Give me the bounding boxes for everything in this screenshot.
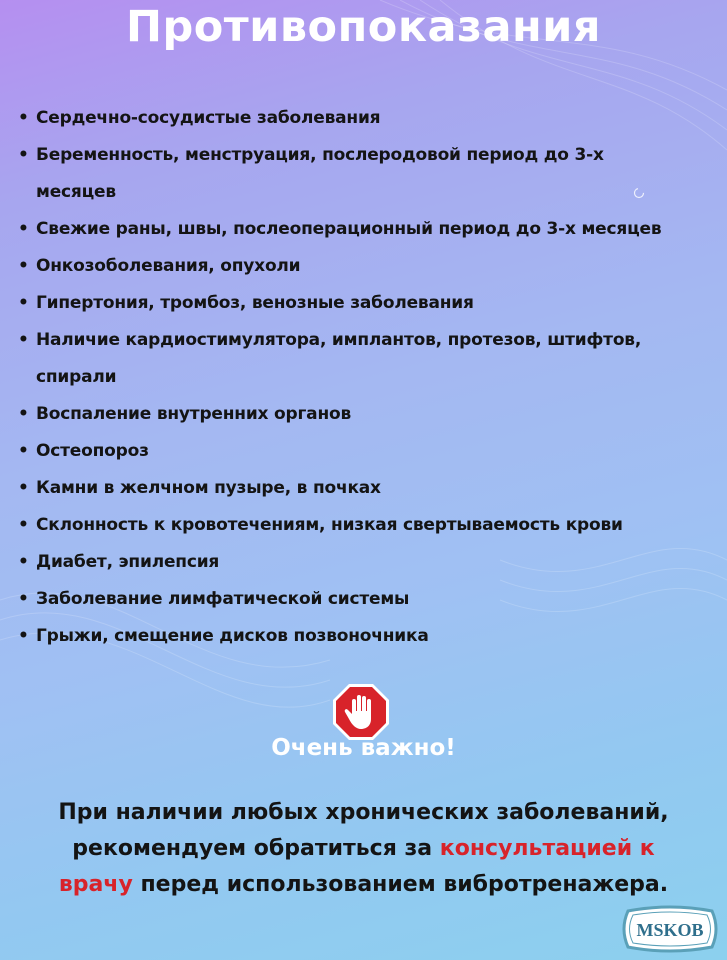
bullet: • — [18, 478, 29, 498]
list-item: • Сердечно-сосудистые заболевания — [18, 100, 718, 137]
loading-spinner-icon — [633, 187, 645, 199]
bullet: • — [18, 552, 29, 572]
highlight-consultation: консультацией к врачу — [58, 836, 655, 897]
important-label: Очень важно! — [271, 735, 456, 761]
list-item: • Беременность, менструация, послеродовой период до 3-х месяцев — [18, 137, 718, 211]
bullet: • — [18, 441, 29, 461]
bullet: • — [18, 219, 29, 239]
list-item: • Онкозоболевания, опухоли — [18, 248, 718, 285]
list-item: • Склонность к кровотечениям, низкая свертываемость крови — [18, 507, 718, 544]
bullet: • — [18, 108, 29, 128]
list-item: • Остеопороз — [18, 433, 718, 470]
list-item: • Грыжи, смещение дисков позвоночника — [18, 618, 718, 655]
page-title: Противопоказания — [125, 2, 602, 52]
list-item: • Свежие раны, швы, послеоперационный период до 3-х месяцев — [18, 211, 718, 248]
stop-hand-icon — [332, 683, 390, 741]
bullet: • — [18, 330, 29, 350]
list-item: • Диабет, эпилепсия — [18, 544, 718, 581]
bullet: • — [18, 145, 29, 165]
bullet: • — [18, 589, 29, 609]
list-item: • Заболевание лимфатической системы — [18, 581, 718, 618]
brand-logo — [620, 905, 720, 953]
list-item: • Воспаление внутренних органов — [18, 396, 718, 433]
list-item: • Наличие кардиостимулятора, имплантов, протезов, штифтов, спирали — [18, 322, 718, 396]
bullet: • — [18, 404, 29, 424]
list-item: • Гипертония, тромбоз, венозные заболевания — [18, 285, 718, 322]
list-item: • Камни в желчном пузыре, в почках — [18, 470, 718, 507]
contraindications-list — [18, 100, 718, 655]
bullet: • — [18, 626, 29, 646]
bullet: • — [18, 515, 29, 535]
logo-text: MSKOB — [636, 920, 704, 940]
bullet: • — [18, 293, 29, 313]
bullet: • — [18, 256, 29, 276]
warning-note: При наличии любых хронических заболеваний, рекомендуем обратиться за консультацией к врачу перед использованием вибротренажера. — [58, 800, 669, 897]
